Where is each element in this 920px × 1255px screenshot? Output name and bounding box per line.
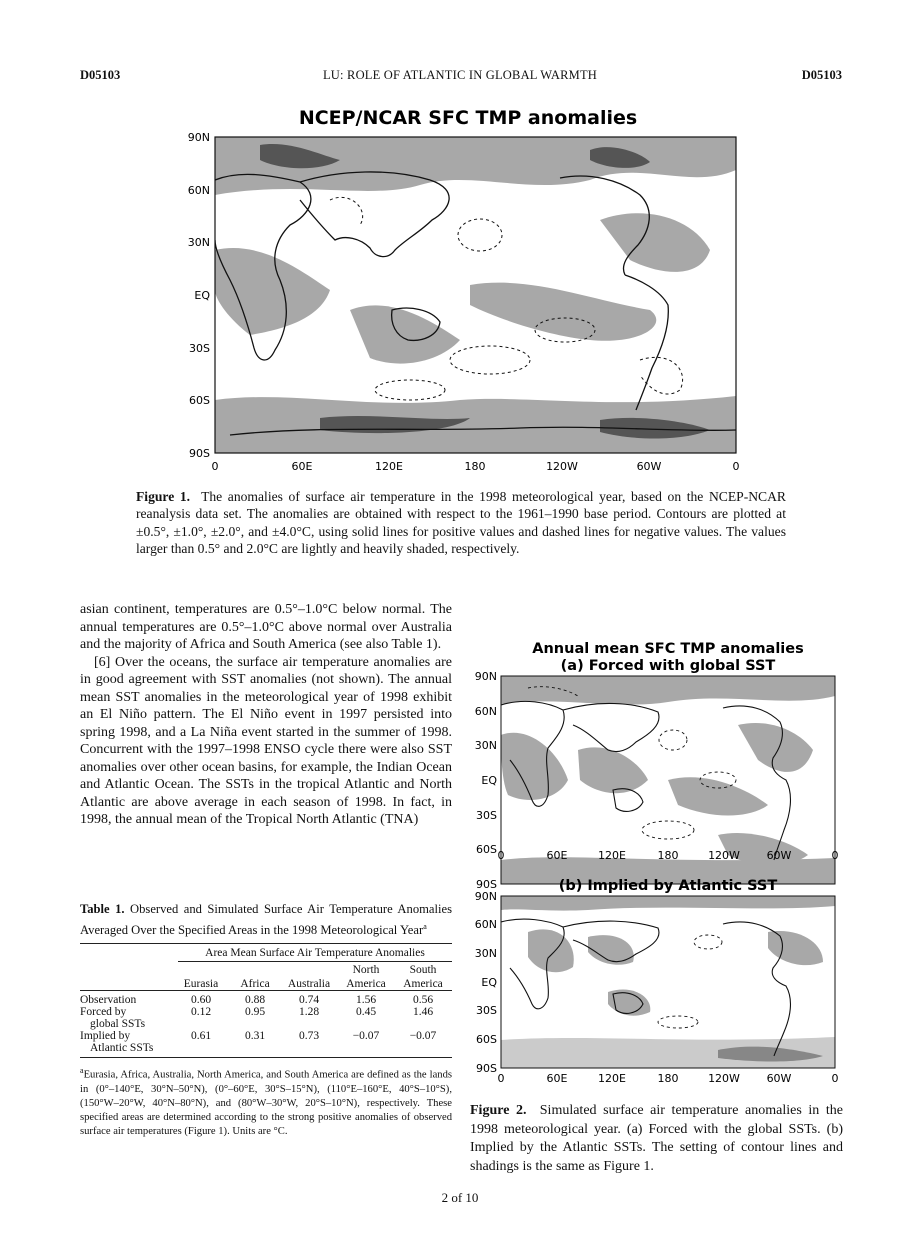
f1-lon-0b: 0: [732, 460, 740, 473]
table1-caption-sup: a: [423, 922, 427, 931]
figure2-panel-b-heading: (b) Implied by Atlantic SST: [558, 878, 778, 894]
f2b-lat-eq: EQ: [481, 976, 497, 989]
table1-caption-text: Observed and Simulated Surface Air Temperature Anomalies Averaged Over the Specified Areas in the 1998 Meteorological Year: [80, 902, 452, 938]
f1-lat-eq: EQ: [194, 289, 210, 302]
f2b-lon-0-end: 0: [831, 1072, 839, 1085]
f1-lon-180: 180: [464, 460, 486, 473]
f2a-lon-60w: 60W: [766, 849, 792, 862]
table1-row-label: Observation: [80, 994, 137, 1007]
table-cell: 0.45: [355, 1006, 377, 1019]
f2b-lat-60s: 60S: [476, 1033, 497, 1046]
table-row: [80, 994, 452, 1006]
f2a-lon-180: 180: [657, 849, 679, 862]
f2b-lat-90s: 90S: [476, 1062, 497, 1075]
table1-col-south-1: South: [409, 964, 437, 977]
f1-lat-60n: 60N: [187, 184, 210, 197]
f1-lon-60e: 60E: [291, 460, 313, 473]
figure2-caption-text: Simulated surface air temperature anomalies in the 1998 meteorological year. (a) Forced with the global SSTs. (b) Implied by the Atlantic SSTs. The setting of contour lines and shadings is the same as Figure 1.: [470, 1103, 844, 1174]
table-cell: −0.07: [409, 1030, 437, 1043]
figure2-panel-a-lon-axis: [468, 847, 848, 863]
f2b-lat-60n: 60N: [474, 918, 497, 931]
f2b-lon-60w: 60W: [766, 1072, 792, 1085]
table1-col-north-1: North: [352, 964, 380, 977]
header-left-id: D05103: [80, 68, 121, 82]
figure1-caption: [136, 488, 786, 558]
figure1-title: NCEP/NCAR SFC TMP anomalies: [298, 107, 638, 129]
table-row: [80, 1030, 452, 1054]
table1-row-label: Implied by Atlantic SSTs: [80, 1030, 154, 1055]
table-cell: 0.74: [298, 994, 320, 1007]
table1-bottom-rule: [80, 1057, 452, 1058]
table1-group-header: Area Mean Surface Air Temperature Anomalies: [172, 944, 452, 962]
f2a-lat-60s: 60S: [476, 843, 497, 856]
figure2-caption-label: Figure 2.: [470, 1103, 527, 1118]
f1-lat-30n: 30N: [187, 236, 210, 249]
figure1-caption-text: The anomalies of surface air temperature in the 1998 meteorological year, based on the NCEP-NCAR reanalysis data set. The anomalies are obtained with respect to the 1961–1990 base period. Contours are plotted at ±0.5°, ±1.0°, ±2.0°, and ±4.0°C, using solid lines for positive values and dashed lines for negative values. The values larger than 0.5° and 2.0°C are lightly and heavily shaded, respectively.: [136, 489, 786, 557]
table1-col-australia: Australia: [287, 978, 331, 991]
f2a-lon-120e: 120E: [598, 849, 626, 862]
figure2-panel-a-title: (a) Forced with global SST: [560, 658, 776, 674]
f2b-lon-120e: 120E: [598, 1072, 626, 1085]
table-row: [80, 1006, 452, 1030]
f2b-lon-60e: 60E: [546, 1072, 568, 1085]
table-cell: 0.73: [298, 1030, 320, 1043]
figure1-caption-label: Figure 1.: [136, 489, 191, 504]
table-cell: 0.56: [412, 994, 434, 1007]
table1-footnote: [80, 1064, 452, 1139]
f2a-lat-90n: 90N: [474, 670, 497, 683]
table1-col-south-2: America: [403, 978, 443, 991]
f1-lat-30s: 30S: [189, 342, 210, 355]
f2a-lon-120w: 120W: [708, 849, 740, 862]
table1-col-africa: Africa: [240, 978, 270, 991]
figure2-title: Annual mean SFC TMP anomalies: [532, 641, 804, 657]
table-cell: 0.88: [244, 994, 266, 1007]
table-cell: −0.07: [352, 1030, 380, 1043]
table1-grid: [80, 944, 452, 1054]
table1-col-eurasia: Eurasia: [183, 978, 219, 991]
f2a-lon-0-start: 0: [497, 849, 505, 862]
table-cell: 1.56: [355, 994, 377, 1007]
f1-lon-0a: 0: [211, 460, 219, 473]
table1-caption: [80, 901, 452, 939]
table1: [80, 901, 452, 1139]
table-cell: 0.61: [190, 1030, 212, 1043]
table1-row-label: Forced by global SSTs: [80, 1006, 146, 1031]
table-cell: 1.46: [412, 1006, 434, 1019]
table-cell: 0.31: [244, 1030, 266, 1043]
f2a-lon-0-end: 0: [831, 849, 839, 862]
f1-lat-90n: 90N: [187, 131, 210, 144]
f1-lat-60s: 60S: [189, 394, 210, 407]
body-paragraph-2-text: Over the oceans, the surface air temperature anomalies are in good agreement with SST anomalies (not shown). The annual mean SST anomalies in the meteorological year of 1998 exhibit an El Niño pattern. The El Niño event in 1997 persisted into spring 1998, and a La Niña event started in the summer of 1998. Concurrent with the 1997–1998 ENSO cycle there were also SST anomalies over other ocean basins, for example, the Indian Ocean and Atlantic Ocean. The SSTs in the tropical Atlantic and North Atlantic are above average in each season of 1998. In fact, in 1998, the annual mean of the Tropical North Atlantic (TNA): [80, 654, 452, 827]
table-cell: 0.95: [244, 1006, 266, 1019]
f2b-lat-30n: 30N: [474, 947, 497, 960]
f2a-lon-60e: 60E: [546, 849, 568, 862]
f1-lon-60w: 60W: [636, 460, 662, 473]
page-number: 2 of 10: [441, 1190, 479, 1205]
body-paragraph-2: [80, 654, 452, 829]
f2a-lat-30s: 30S: [476, 809, 497, 822]
f2a-lat-30n: 30N: [474, 739, 497, 752]
running-title: LU: ROLE OF ATLANTIC IN GLOBAL WARMTH: [322, 68, 598, 82]
f1-lon-120e: 120E: [375, 460, 403, 473]
f2a-lat-eq: EQ: [481, 774, 497, 787]
table1-footnote-sup: a: [80, 1066, 84, 1076]
f2b-lon-0-start: 0: [497, 1072, 505, 1085]
header-right-id: D05103: [801, 68, 842, 82]
table-cell: 0.12: [190, 1006, 212, 1019]
table1-col-north-2: America: [346, 978, 386, 991]
body-paragraph-1: asian continent, temperatures are 0.5°–1.0°C below normal. The annual temperatures are 0.5°–1.0°C above normal over Australia and the majority of Africa and South America (see also Table 1).: [80, 602, 452, 652]
table-cell: 0.60: [190, 994, 212, 1007]
table1-label: Table 1.: [80, 902, 125, 916]
f2a-lat-90s: 90S: [476, 878, 497, 891]
f2a-lat-60n: 60N: [474, 705, 497, 718]
f1-lat-90s: 90S: [189, 447, 210, 460]
figure2-panel-b: [468, 872, 848, 1087]
figure2-caption: [470, 1102, 843, 1176]
table1-footnote-text: Eurasia, Africa, Australia, North America, and South America are defined as the lands in (0°–140°E, 30°N–50°N), (0°–60°E, 30°S–15°N), (110°E–160°E, 40°S–10°S), (150°W–20°W, 40°N–80°N), and (80°W–30°W, 20°S–10°N), respectively. These specified areas are determined according to the strong positive anomalies of observed surface air temperatures (Figure 1). Units are °C.: [80, 1069, 452, 1137]
f2b-lon-180: 180: [657, 1072, 679, 1085]
f1-lon-120w: 120W: [546, 460, 578, 473]
table-cell: 1.28: [298, 1006, 320, 1019]
f2b-lat-90n: 90N: [474, 890, 497, 903]
f2b-lon-120w: 120W: [708, 1072, 740, 1085]
paragraph-number: [6]: [94, 654, 111, 670]
f2b-lat-30s: 30S: [476, 1004, 497, 1017]
figure1-map: [170, 100, 760, 480]
body-text: [80, 601, 452, 829]
